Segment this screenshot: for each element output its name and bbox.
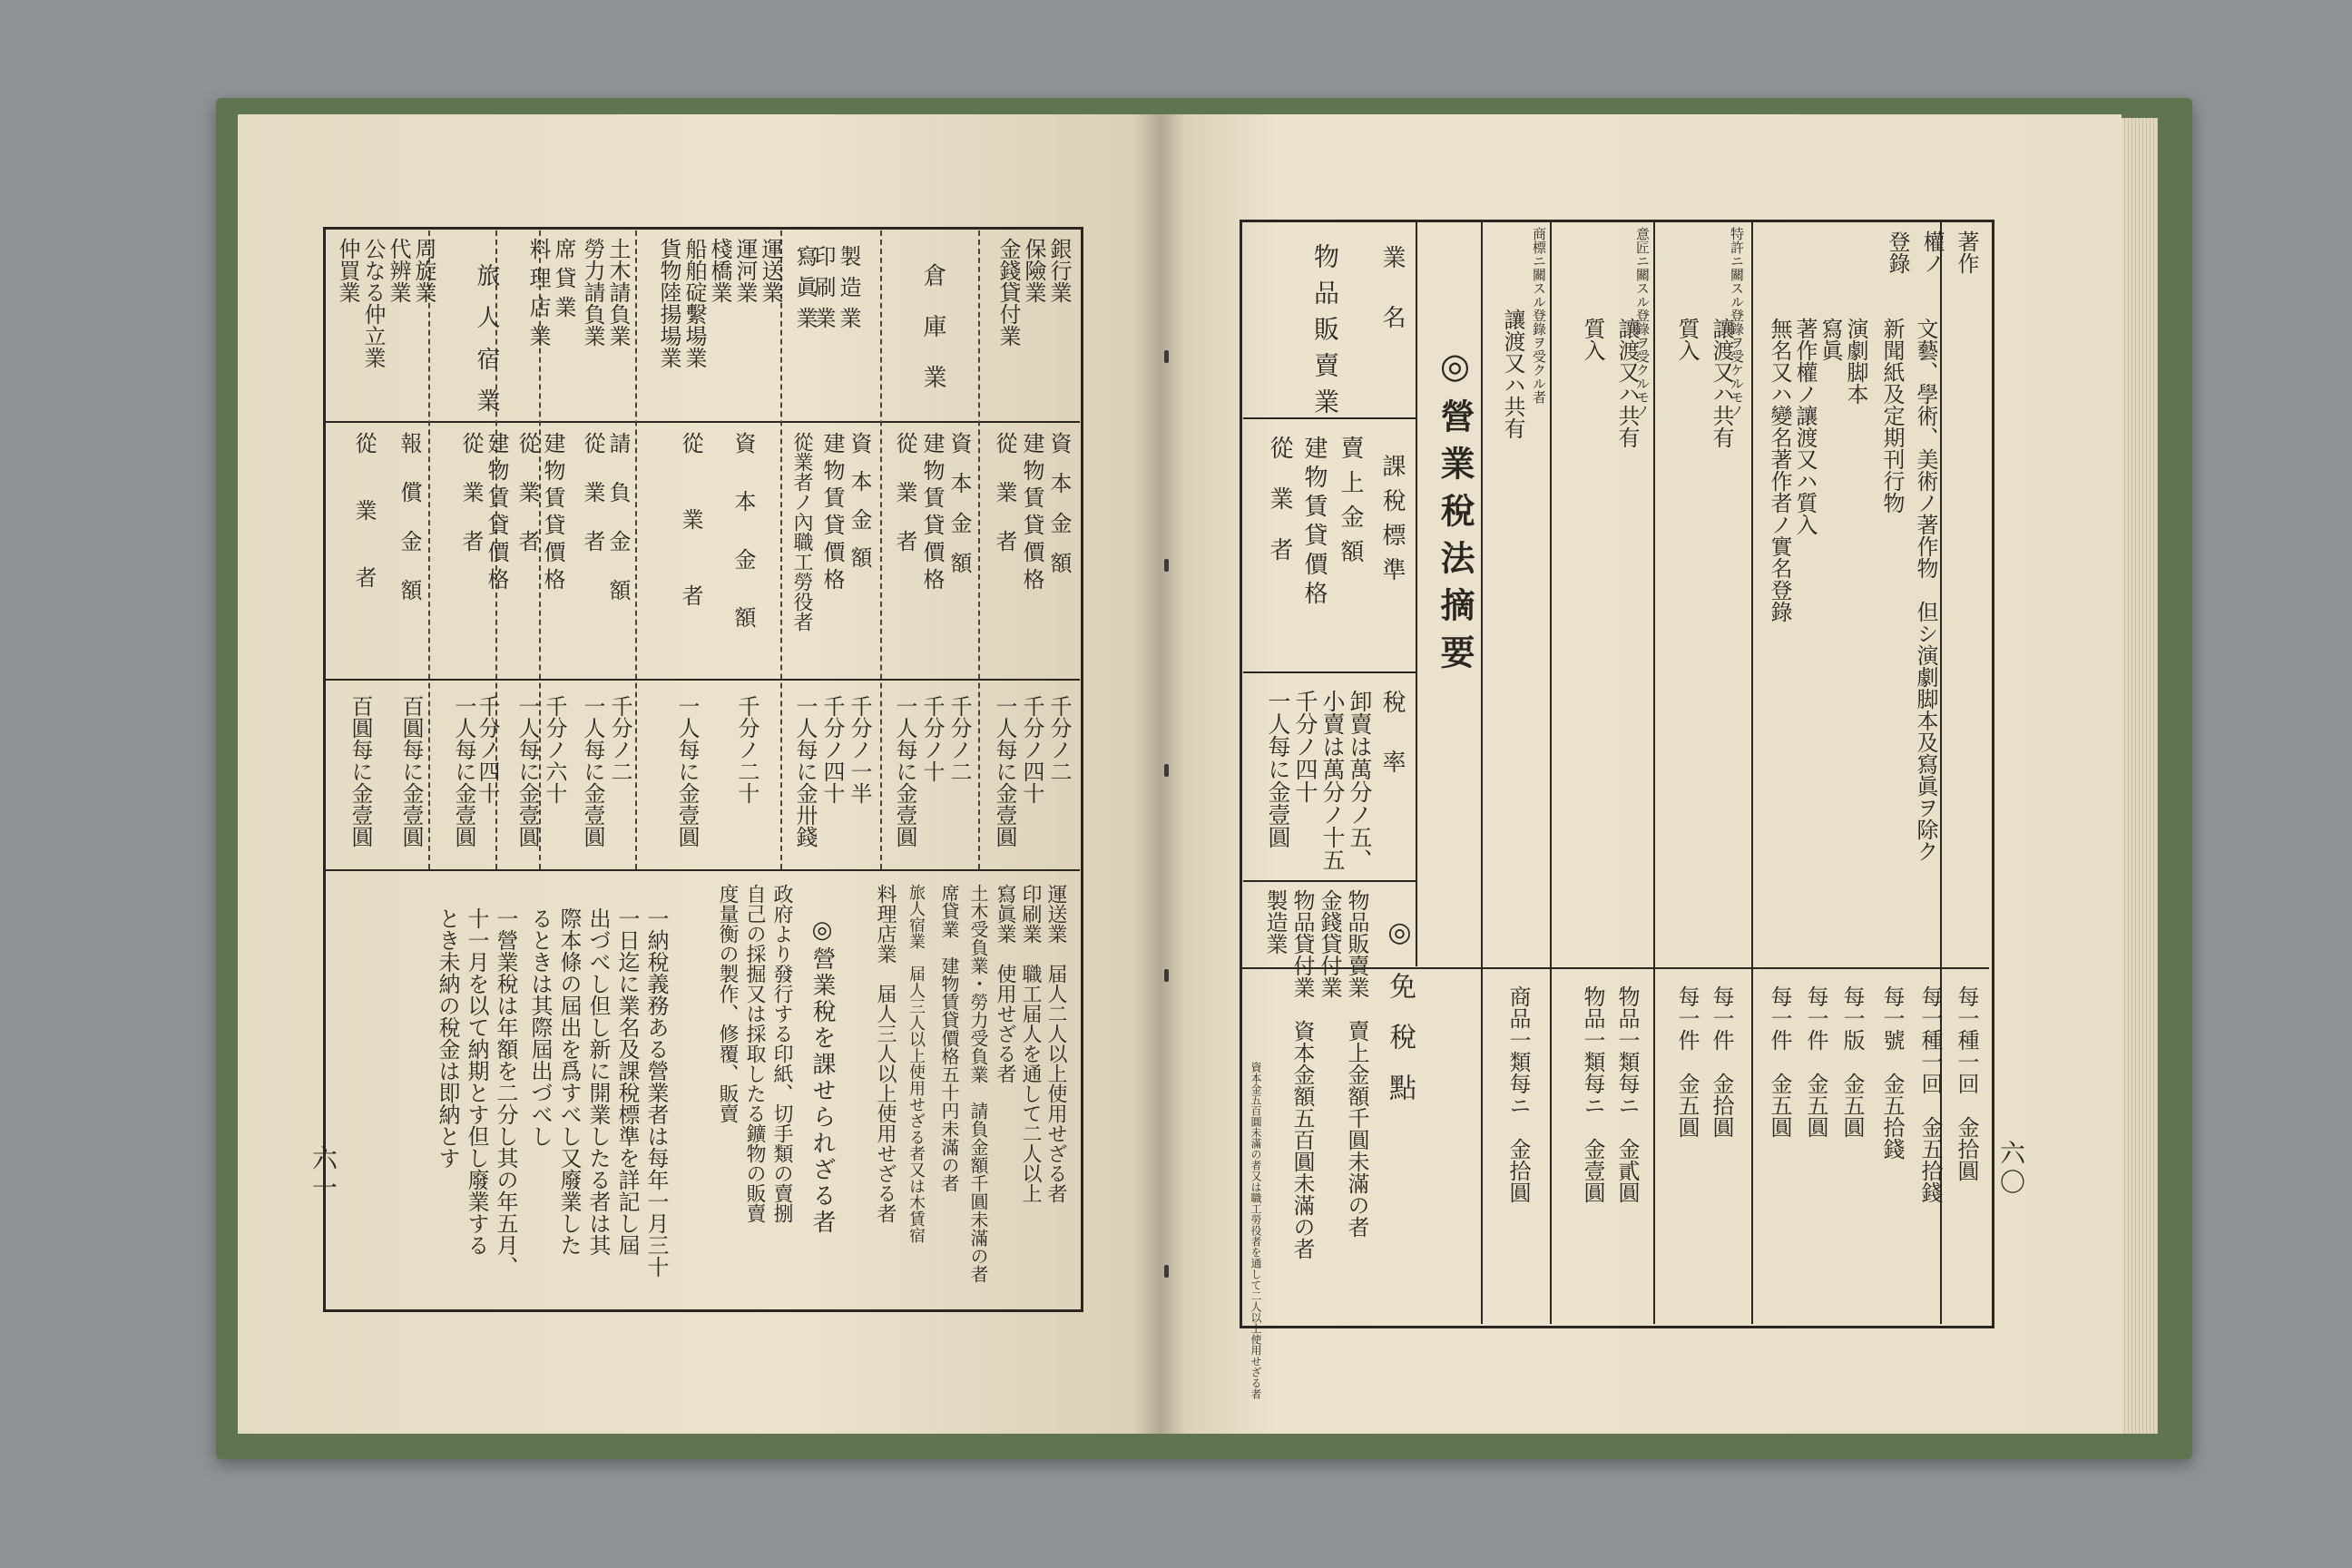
tax-standard: 資本金額 bbox=[847, 432, 872, 584]
tax-standard: 從業者 bbox=[514, 432, 540, 579]
tax-standard: 從業者 bbox=[678, 432, 703, 661]
business-name: 仲買業 bbox=[335, 238, 360, 303]
tax-rate: 一人每に金壹圓 bbox=[892, 695, 917, 848]
tax-standard: 從業者 bbox=[892, 432, 917, 579]
not-taxed-item: 旅人宿業 届人三人以上使用せざる者又は木賃宿 bbox=[906, 884, 926, 1243]
binding-stitch bbox=[1164, 969, 1169, 982]
business-name: 旅人宿業 bbox=[473, 263, 500, 430]
business-name: 金錢貸付業 bbox=[995, 238, 1021, 347]
note-line: とき未納の稅金は即納とす bbox=[435, 907, 460, 1169]
business-name: 物品販賣業 bbox=[1310, 243, 1340, 425]
not-taxed-item: 料理店業 届人三人以上使用せざる者 bbox=[874, 884, 897, 1223]
not-taxed-item: 寫眞業 使用せざる者 bbox=[994, 884, 1016, 1083]
entry-text: 演劇脚本 bbox=[1843, 318, 1868, 405]
entry-text: 讓渡又ハ共有 bbox=[1500, 309, 1525, 439]
tax-standard: 從業者 bbox=[351, 432, 377, 633]
trademark-header: 商標ニ關スル登錄ヲ受クル者 bbox=[1531, 227, 1547, 404]
entry-text: 著作權ノ讓渡又ハ質入 bbox=[1792, 318, 1818, 535]
note-line: 一日迄に業名及課稅標準を詳記し屆 bbox=[614, 907, 640, 1256]
tax-standard: 建物賃貸價格 bbox=[484, 432, 509, 595]
tax-table-divider bbox=[1416, 222, 1417, 966]
tax-standard: 請負金額 bbox=[605, 432, 631, 628]
entry-fee: 物品一類每ニ 金壹圓 bbox=[1580, 985, 1605, 1203]
left-row-divider bbox=[323, 421, 1080, 423]
not-taxed-item: 席貸業 建物賃貸價格五十円未滿の者 bbox=[938, 884, 960, 1192]
entry-fee: 每一件 金五圓 bbox=[1803, 985, 1828, 1138]
tax-table-divider bbox=[1243, 671, 1416, 673]
business-name: 製造業 bbox=[836, 245, 861, 338]
tax-standard: 建物賃貸價格 bbox=[919, 432, 945, 595]
divider-line bbox=[1653, 222, 1655, 1324]
tax-rate: 千分ノ二 bbox=[946, 695, 972, 782]
business-name: 運送業 bbox=[758, 238, 783, 303]
tax-standard: 報償金額 bbox=[397, 432, 422, 628]
page-number-right: 六〇 bbox=[1996, 1140, 2026, 1198]
binding-stitch bbox=[1164, 350, 1169, 363]
entry-text: 讓渡又ハ共有 bbox=[1614, 318, 1640, 448]
business-name: 席貸業 bbox=[551, 238, 576, 325]
column-divider bbox=[780, 230, 783, 869]
business-name: 貨物陸揚場業 bbox=[656, 238, 681, 368]
tax-rate: 千分ノ四十 bbox=[475, 695, 500, 804]
not-taxed-item: 運送業 届人二人以上使用せざる者 bbox=[1044, 884, 1067, 1203]
exemption-line: 物品貸付業 資本金額五百圓未滿の者 bbox=[1289, 889, 1315, 1259]
entry-fee: 每一件 金五圓 bbox=[1767, 985, 1792, 1138]
business-name: 保險業 bbox=[1021, 238, 1046, 303]
tax-col-header: 業名 bbox=[1378, 245, 1406, 365]
tax-rate: 千分ノ一半 bbox=[847, 695, 872, 804]
entry-fee: 物品一類每ニ 金貳圓 bbox=[1614, 985, 1640, 1203]
business-name: 周旋業 bbox=[411, 238, 436, 303]
tax-rate: 一人每に金壹圓 bbox=[580, 695, 605, 848]
copyright-header: 權ノ bbox=[1919, 230, 1945, 274]
binding-stitch bbox=[1164, 559, 1169, 572]
business-name: 土木請負業 bbox=[605, 238, 631, 347]
exemption-note: 資本金五百圓未滿の者又は職工勞役者を通して二人以上使用せざる者 bbox=[1250, 1062, 1262, 1399]
divider-line bbox=[1481, 222, 1483, 1324]
entry-text: 質入 bbox=[1580, 318, 1605, 361]
exemption-line: 金錢貸付業 bbox=[1317, 889, 1342, 998]
tax-standard: 建物賃貸價格 bbox=[1300, 436, 1328, 610]
left-row-divider bbox=[323, 679, 1080, 681]
tax-standard: 資本金額 bbox=[946, 432, 972, 592]
tax-col-header: 稅率 bbox=[1378, 690, 1406, 809]
exemption-title: ◎免稅點 bbox=[1384, 916, 1416, 1124]
tax-table-divider bbox=[1243, 880, 1416, 882]
entry-fee: 每一種一回 金五拾錢 bbox=[1917, 985, 1943, 1203]
business-name: 勞力請負業 bbox=[580, 238, 605, 347]
exemption-line: 物品販賣業 賣上金額千圓未滿の者 bbox=[1344, 889, 1369, 1238]
binding-stitch bbox=[1164, 764, 1169, 777]
tax-standard: 從業者 bbox=[992, 432, 1017, 579]
column-divider bbox=[978, 230, 981, 869]
entry-text: 讓渡又ハ共有 bbox=[1709, 318, 1734, 448]
entry-fee: 商品一類每ニ 金拾圓 bbox=[1505, 985, 1531, 1203]
tax-rate: 一人每に金壹圓 bbox=[514, 695, 540, 848]
entry-fee: 每一版 金五圓 bbox=[1839, 985, 1865, 1138]
tax-rate: 一人每に金卅錢 bbox=[792, 695, 818, 848]
tax-rate: 一人每に金壹圓 bbox=[992, 695, 1017, 848]
tax-rate: 千分ノ四十 bbox=[1019, 695, 1044, 804]
left-row-divider bbox=[323, 869, 1080, 871]
tax-standard: 從業者ノ內職工勞役者 bbox=[790, 432, 813, 632]
entry-text: 文藝、學術、美術ノ著作物 但シ演劇脚本及寫眞ヲ除ク bbox=[1913, 318, 1938, 862]
column-divider bbox=[428, 230, 431, 869]
tax-rate: 千分ノ四十 bbox=[1292, 690, 1318, 803]
tax-standard: 從業者 bbox=[1266, 436, 1293, 588]
column-divider bbox=[880, 230, 883, 869]
tax-standard: 從業者 bbox=[458, 432, 484, 579]
not-taxed-item: 印刷業 職工届人を通して二人以上 bbox=[1019, 884, 1042, 1203]
tax-rate: 千分ノ十 bbox=[919, 695, 945, 782]
tax-standard: 建物賃貸價格 bbox=[1019, 432, 1044, 595]
tax-rate: 卸賣は萬分ノ五、 bbox=[1347, 690, 1373, 871]
business-name: 代辨業 bbox=[386, 238, 411, 303]
tax-standard: 建物賃貸價格 bbox=[540, 432, 565, 595]
entry-fee: 每一件 金五圓 bbox=[1674, 985, 1700, 1138]
copyright-header: 著作 bbox=[1954, 230, 1979, 274]
entry-fee: 每一號 金五拾錢 bbox=[1879, 985, 1905, 1160]
design-header: 意匠ニ關スル登錄ヲ受クルモノ bbox=[1634, 227, 1651, 417]
tax-rate: 百圓每に金壹圓 bbox=[398, 695, 424, 848]
business-name: 寫眞業 bbox=[792, 245, 818, 338]
tax-rate: 千分ノ二 bbox=[607, 695, 632, 782]
tax-rate: 一人每に金壹圓 bbox=[674, 695, 700, 848]
not-taxed-title: ◎營業稅を課せられざる者 bbox=[808, 916, 836, 1236]
entry-text: 無名又ハ變名著作者ノ實名登錄 bbox=[1767, 318, 1792, 622]
tax-rate: 一人每に金壹圓 bbox=[1265, 690, 1291, 848]
tax-rate: 千分ノ二十 bbox=[734, 695, 760, 804]
note-line: 一營業稅は年額を二分し其の年五月、 bbox=[493, 907, 518, 1278]
copyright-header: 登錄 bbox=[1885, 230, 1910, 274]
business-name: 棧橋業 bbox=[707, 238, 732, 303]
tax-standard: 從業者 bbox=[580, 432, 605, 579]
tax-standard: 建物賃貸價格 bbox=[819, 432, 845, 595]
tax-rate: 小賣は萬分ノ十五 bbox=[1319, 690, 1346, 871]
entry-fee: 每一件 金拾圓 bbox=[1709, 985, 1734, 1138]
business-name: 料理店業 bbox=[525, 238, 551, 354]
tax-rate: 一人每に金壹圓 bbox=[451, 695, 476, 848]
tax-standard: 資本金額 bbox=[1046, 432, 1072, 592]
tax-rate: 千分ノ四十 bbox=[819, 695, 845, 804]
tax-col-header: 課稅標準 bbox=[1378, 454, 1406, 592]
page-edges bbox=[2122, 118, 2158, 1434]
tax-rate: 百圓每に金壹圓 bbox=[348, 695, 373, 848]
note-line: るときは其際屆出づべし bbox=[527, 907, 553, 1147]
tax-rate: 千分ノ二 bbox=[1046, 695, 1072, 782]
not-taxed-item: 政府より發行する印紙、切手類の賣捌 bbox=[770, 884, 793, 1223]
entry-text: 寫眞 bbox=[1818, 318, 1843, 361]
note-line: 出づべし但し新に開業したる者は其 bbox=[585, 907, 611, 1256]
business-name: 運河業 bbox=[732, 238, 758, 303]
entry-text: 質入 bbox=[1674, 318, 1700, 361]
business-name: 印刷業 bbox=[810, 245, 836, 338]
gutter-shadow bbox=[1134, 114, 1185, 1434]
note-line: 一納稅義務ある營業者は每年一月三十 bbox=[643, 907, 669, 1278]
tax-standard: 資本金額 bbox=[730, 432, 756, 664]
business-name: 船舶碇繫場業 bbox=[681, 238, 707, 368]
divider-line bbox=[1550, 222, 1552, 1324]
note-line: 十一月を以て納期とす但し廢業する bbox=[464, 907, 489, 1256]
page-number-left: 六一 bbox=[309, 1145, 338, 1203]
business-name: 倉庫業 bbox=[919, 263, 946, 416]
business-tax-title: ◎營業稅法摘要 bbox=[1435, 345, 1475, 681]
exemption-line: 製造業 bbox=[1262, 889, 1288, 955]
not-taxed-item: 土木受負業・勞力受負業 請負金額千圓未滿の者 bbox=[967, 884, 989, 1283]
business-name: 銀行業 bbox=[1046, 238, 1072, 303]
business-name: 公なる仲立業 bbox=[360, 238, 386, 368]
not-taxed-item: 自己の採掘又は採取したる鑛物の販賣 bbox=[743, 884, 766, 1223]
note-line: 際本條の屆出を爲すべし又廢業した bbox=[556, 907, 582, 1256]
entry-fee: 每一種一回 金拾圓 bbox=[1954, 985, 1979, 1181]
patent-header: 特許ニ關スル登錄ヲ受ケルモノ bbox=[1729, 227, 1745, 417]
not-taxed-item: 度量衡の製作、修覆、販賣 bbox=[716, 884, 739, 1123]
tax-rate: 千分ノ六十 bbox=[542, 695, 567, 804]
tax-standard: 賣上金額 bbox=[1337, 436, 1364, 573]
divider-line bbox=[1751, 222, 1753, 1324]
entry-text: 新聞紙及定期刊行物 bbox=[1879, 318, 1905, 514]
binding-stitch bbox=[1164, 1265, 1169, 1278]
